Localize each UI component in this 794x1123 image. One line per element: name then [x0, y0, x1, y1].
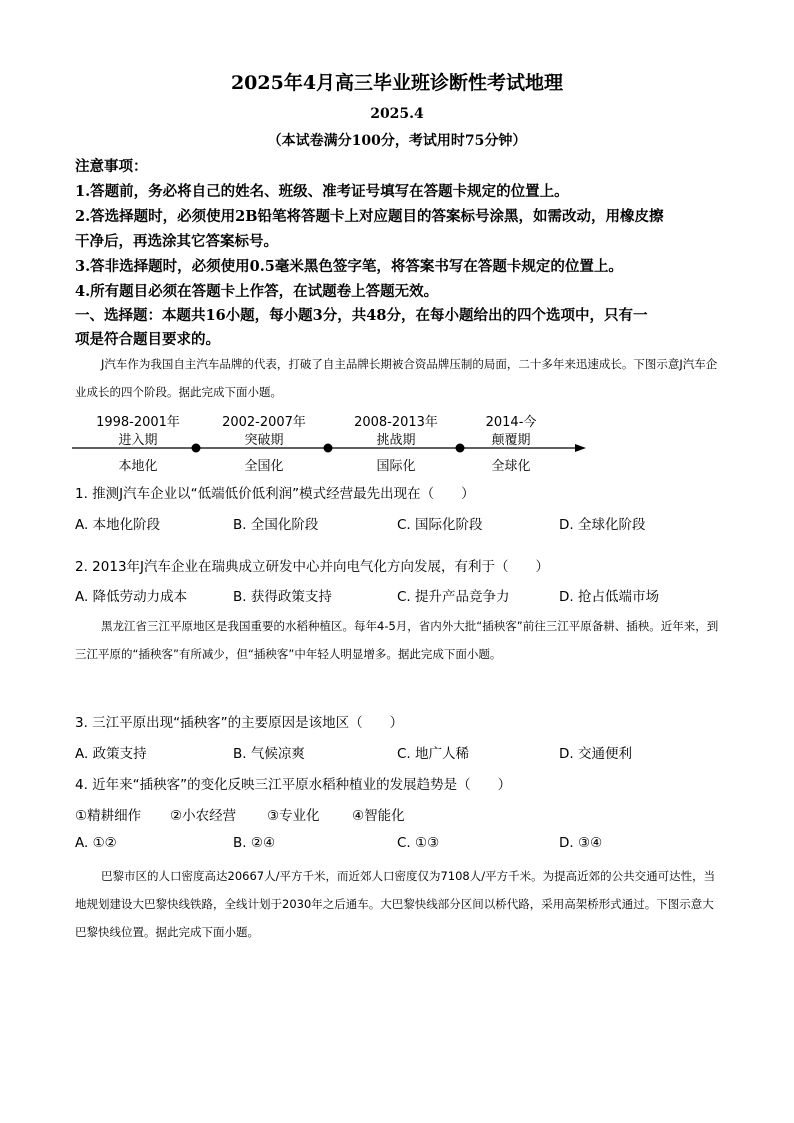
stage-period: 颠覆期	[491, 433, 531, 448]
stage-period: 突破期	[244, 433, 284, 448]
stage-years: 1998-2001年	[96, 415, 180, 430]
stage-scope: 全球化	[491, 459, 531, 474]
q4-item-1: ①精耕细作	[75, 808, 142, 824]
question-2: 2. 2013年J汽车企业在瑞典成立研发中心并向电气化方向发展，有利于（ ）	[75, 559, 550, 575]
q4-option-c: C. ①③	[397, 835, 440, 851]
question-3: 3. 三江平原出现“插秧客”的主要原因是该地区（ ）	[75, 715, 404, 731]
q4-item-4: ④智能化	[352, 808, 405, 824]
section-heading-cont: 项是符合题目要求的。	[75, 331, 220, 348]
note-item: 2.答选择题时，必须使用2B铅笔将答题卡上对应题目的答案标号涂黑，如需改动，用橡皮擦	[75, 208, 664, 225]
q1-option-d: D. 全球化阶段	[559, 517, 646, 533]
q1-option-a: A. 本地化阶段	[75, 517, 161, 533]
passage-3: 巴黎市区的人口密度高达20667人/平方千米，而近郊人口密度仅为7108人/平方千米。为提高近郊的公共交通可达性，当地规划建设大巴黎快线铁路，全线计划于2030年之后通车。大巴黎快线部分区间以桥代路，采用高架桥形式通过。下图示意大巴黎快线位置。据此完成下面小题。	[75, 869, 716, 939]
section-heading: 一、选择题：本题共16小题，每小题3分，共48分，在每小题给出的四个选项中，只有一	[75, 307, 648, 324]
note-item: 干净后，再选涂其它答案标号。	[75, 233, 278, 250]
note-item: 1.答题前，务必将自己的姓名、班级、准考证号填写在答题卡规定的位置上。	[75, 183, 569, 200]
q4-item-3: ③专业化	[267, 808, 320, 824]
stage-scope: 全国化	[244, 459, 284, 474]
q2-option-a: A. 降低劳动力成本	[75, 589, 188, 605]
stage-scope: 国际化	[376, 459, 416, 474]
notes-heading: 注意事项：	[75, 158, 148, 175]
passage-2: 黑龙江省三江平原地区是我国重要的水稻种植区。每年4-5月，省内外大批“插秧客”前往三江平原备耕、插秧。近年来，到三江平原的“插秧客”有所减少，但“插秧客”中年轻人明显增多。据此完成下面小题。	[75, 619, 719, 661]
q2-option-b: B. 获得政策支持	[233, 589, 332, 605]
exam-title: 2025年4月高三毕业班诊断性考试地理	[230, 72, 564, 94]
q2-option-d: D. 抢占低端市场	[559, 589, 659, 605]
q3-option-a: A. 政策支持	[75, 746, 147, 762]
q1-option-b: B. 全国化阶段	[233, 517, 319, 533]
stage-scope: 本地化	[118, 459, 158, 474]
exam-meta: （本试卷满分100分，考试用时75分钟）	[267, 133, 527, 149]
passage-1: J汽车作为我国自主汽车品牌的代表，打破了自主品牌长期被合资品牌压制的局面，二十多年来迅速成长。下图示意J汽车企业成长的四个阶段。据此完成下面小题。	[75, 357, 718, 399]
stage-years: 2008-2013年	[354, 415, 438, 430]
q4-option-a: A. ①②	[75, 835, 117, 851]
stage-years: 2014-今	[485, 415, 537, 430]
stage-period: 进入期	[118, 433, 158, 448]
q3-option-b: B. 气候凉爽	[233, 746, 305, 762]
stage-years: 2002-2007年	[222, 415, 306, 430]
q2-option-c: C. 提升产品竞争力	[397, 589, 510, 605]
q3-option-d: D. 交通便利	[559, 746, 632, 762]
q4-option-b: B. ②④	[233, 835, 276, 851]
question-1: 1. 推测J汽车企业以“低端低价低利润”模式经营最先出现在（ ）	[75, 486, 475, 502]
q3-option-c: C. 地广人稀	[397, 746, 470, 762]
stage-period: 挑战期	[376, 433, 416, 448]
note-item: 3.答非选择题时，必须使用0.5毫米黑色签字笔，将答案书写在答题卡规定的位置上。	[75, 258, 623, 275]
exam-date: 2025.4	[370, 106, 424, 122]
q4-option-d: D. ③④	[559, 835, 603, 851]
note-item: 4.所有题目必须在答题卡上作答，在试题卷上答题无效。	[75, 283, 439, 300]
q4-item-2: ②小农经营	[170, 808, 237, 824]
question-4: 4. 近年来“插秧客”的变化反映三江平原水稻种植业的发展趋势是（ ）	[75, 777, 512, 793]
q1-option-c: C. 国际化阶段	[397, 517, 483, 533]
